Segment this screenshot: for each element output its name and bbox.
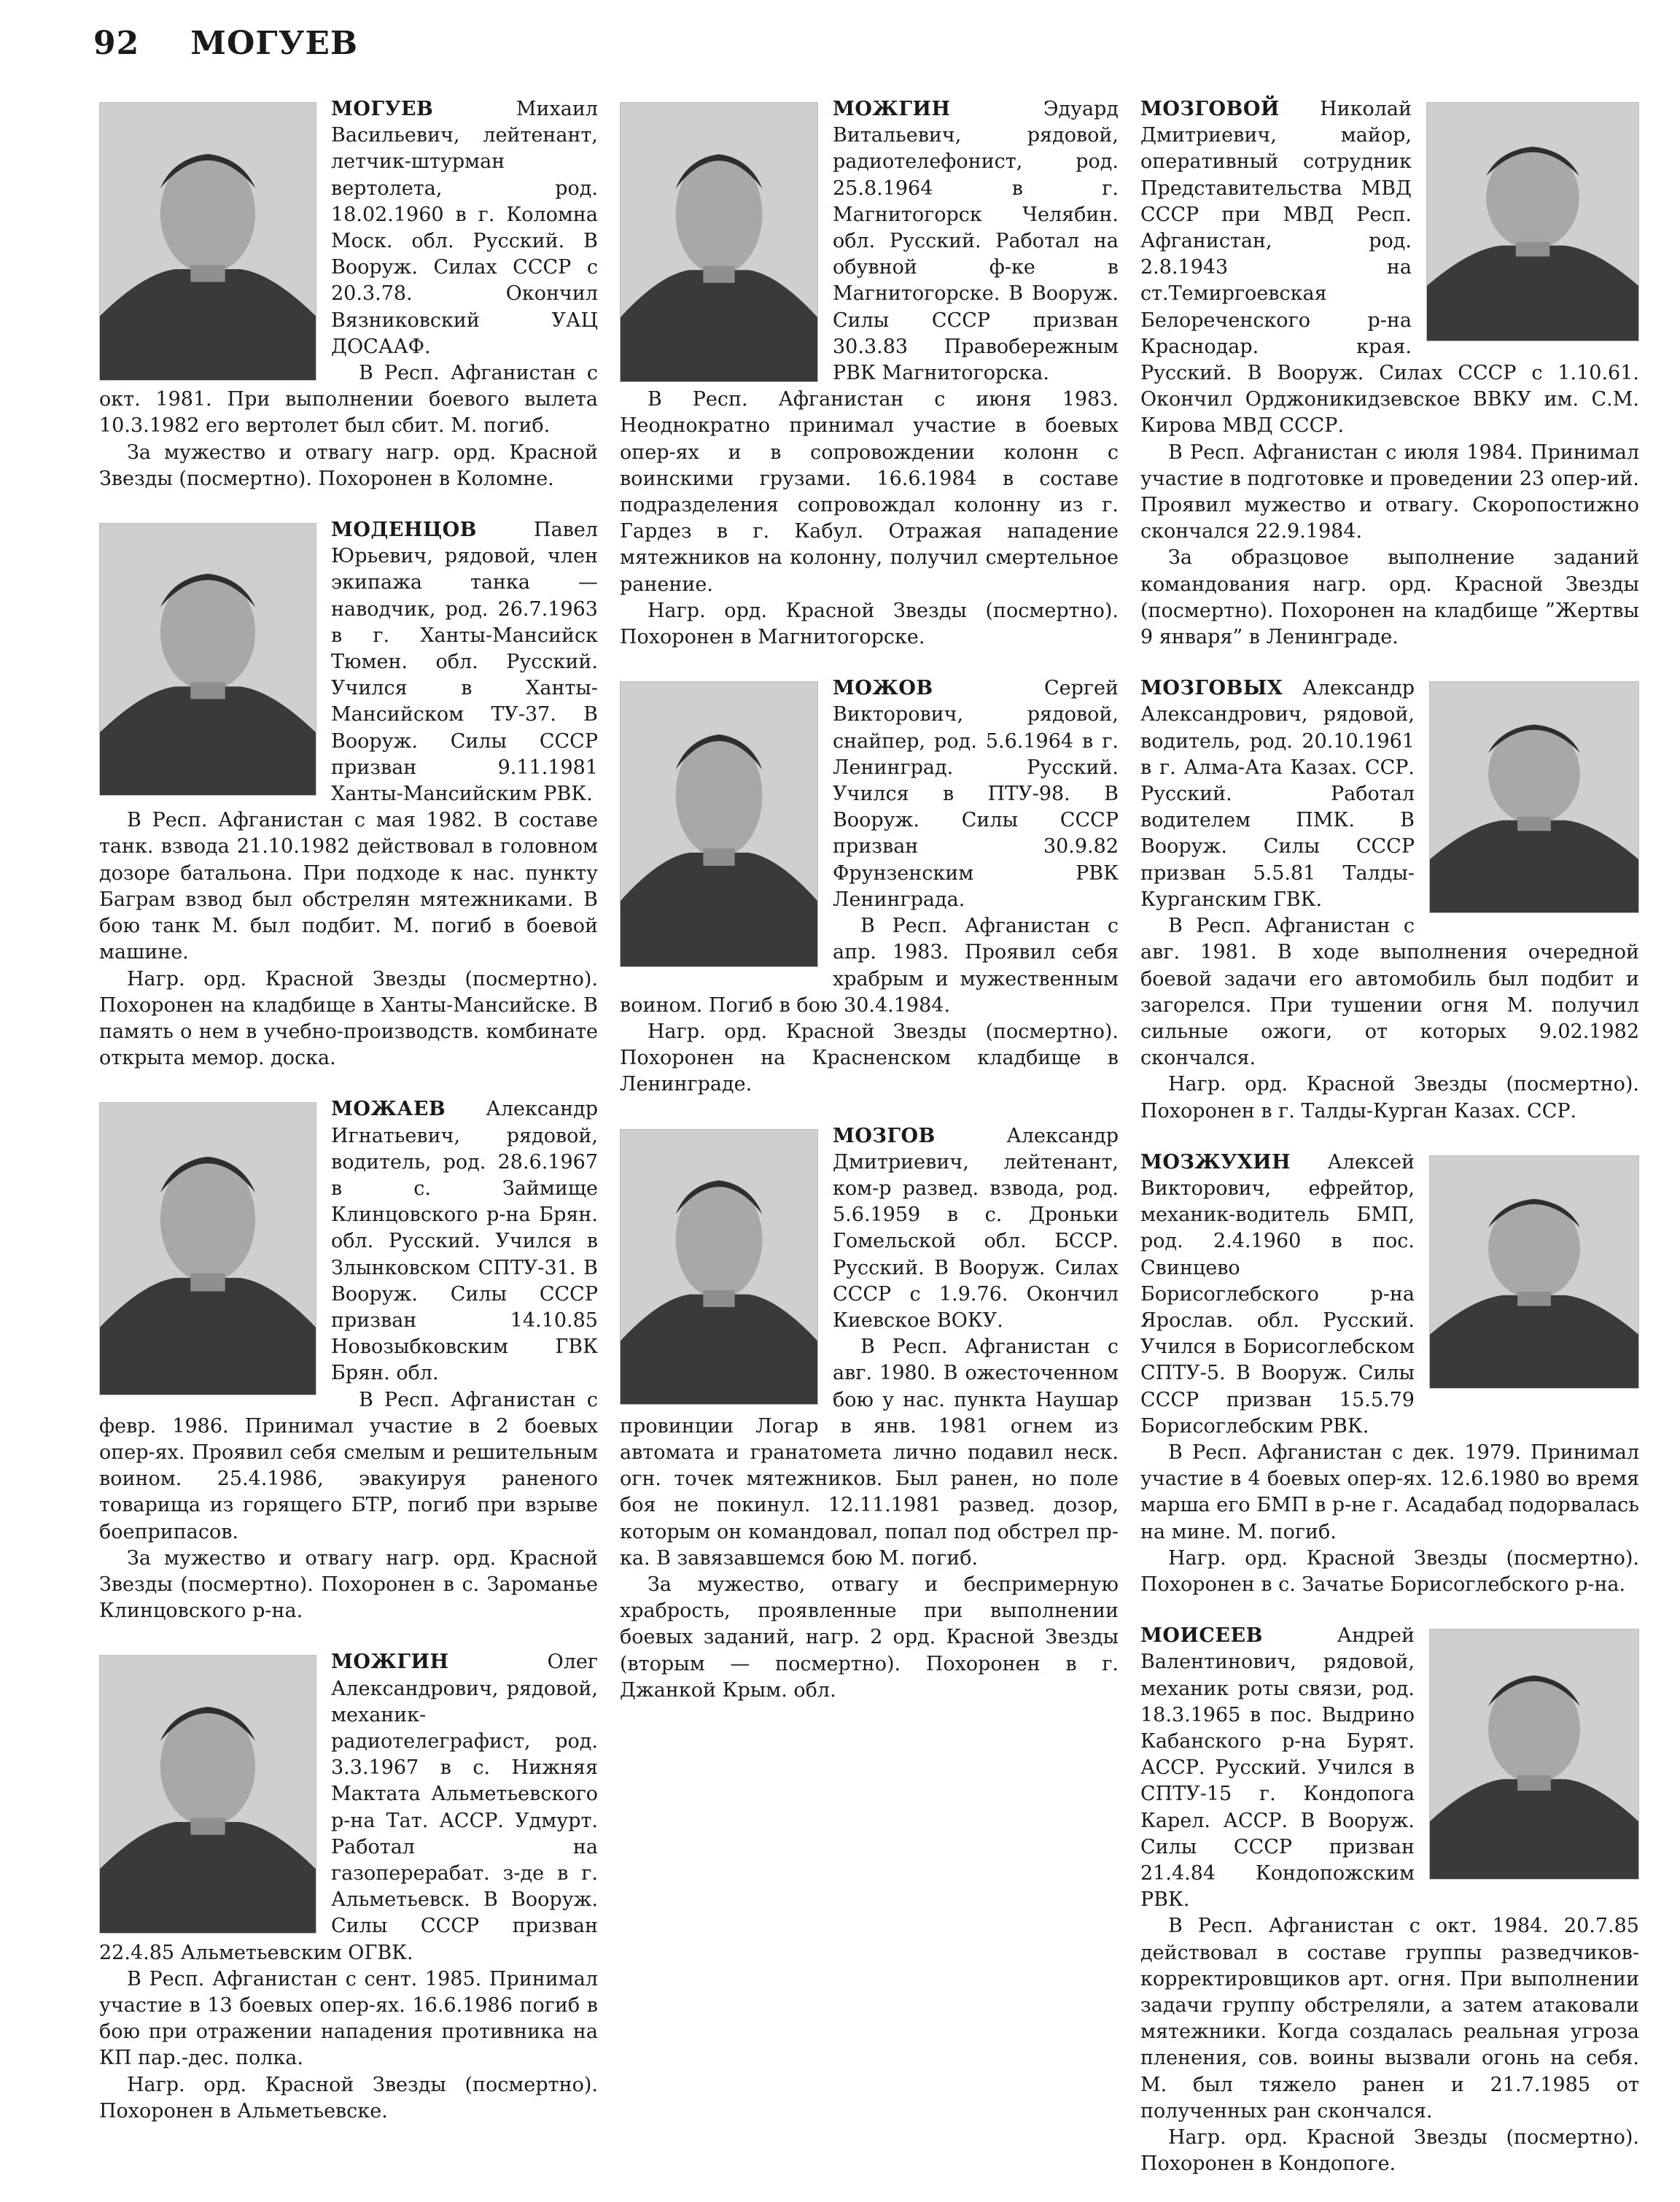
entry-text: Нагр. орд. Красной Звезды (посмертно). Похоронен в с. Зачатье Борисоглебского р-на. [1140,1546,1639,1596]
entry-text: Нагр. орд. Красной Звезды (посмертно). Похоронен в Магнитогорске. [620,599,1119,649]
entry [1140,1150,1639,1598]
portrait-photo [99,523,316,796]
entry-paragraph [1140,2125,1639,2177]
entry-surname: МОЗЖУХИН [1140,1150,1291,1174]
portrait-photo [620,1129,818,1405]
entry-text: За мужество и отвагу нагр. орд. Красной Звезды (посмертно). Похоронен в с. Зароманье Клинцовского р-на. [99,1546,598,1623]
entry-text: В Респ. Афганистан с окт. 1984. 20.7.85 действовал в составе группы разведчиков-корректировщиков арт. огня. При выполнении задачи группу обстреляли, а затем атаковали мятежники. Когда создалась реальная угроза пленения, сов. воины вызвали огонь на себя. М. был тяжело ранен и 21.7.1985 от полученных ран скончался. [1140,1915,1639,2122]
entry-text: Нагр. орд. Красной Звезды (посмертно). Похоронен в г. Талды-Курган Казах. ССР. [1140,1073,1639,1123]
entry-text: Алексей Викторович, ефрейтор, механик-водитель БМП, род. 2.4.1960 в пос. Свинцево Борисоглебского р-на Ярослав. обл. Русский. Учился в Борисоглебском СПТУ-5. В Вооруж. Силы СССР призван 15.5.79 Борисоглебским РВК. [1140,1150,1415,1438]
entry-paragraph [99,2072,598,2125]
entry-text: За мужество, отвагу и беспримерную храбрость, проявленные при выполнении боевых заданий, нагр. 2 орд. Красной Звезды (вторым — посмертно). Похоронен в г. Джанкой Крым. обл. [620,1573,1119,1702]
entry [620,1123,1119,1704]
entry-text: Нагр. орд. Красной Звезды (посмертно). Похоронен в Кондопоге. [1140,2126,1639,2176]
entry-paragraph [1140,913,1639,1071]
page-number: 92 [93,25,140,62]
portrait-photo [1429,1155,1639,1389]
entry-text: Павел Юрьевич, рядовой, член экипажа танка — наводчик, род. 26.7.1963 в г. Ханты-Мансийск Тюмен. обл. Русский. Учился в Ханты-Мансийском ТУ-37. В Вооруж. Силы СССР призван 9.11.1981 Ханты-Мансийским РВК. [331,519,598,806]
entry-surname: МОГУЕВ [331,98,434,120]
entry [99,517,598,1071]
running-title: МОГУЕВ [190,25,359,62]
entry-text: В Респ. Афганистан с дек. 1979. Принимал участие в 4 боевых опер-ях. 12.6.1980 во время марша его БМП в р-не г. Асадабад подорвалась на мине. М. погиб. [1140,1441,1639,1543]
entry [620,675,1119,1098]
entry-paragraph [1140,545,1639,651]
entry-paragraph [620,387,1119,598]
column-3 [1140,96,1639,2202]
portrait-photo [99,1655,316,1934]
column-1 [99,96,598,2149]
entry-text: Александр Дмитриевич, лейтенант, ком-р развед. взвода, род. 5.6.1959 в с. Дроньки Гомельской обл. БССР. Русский. В Вооруж. Силах СССР с 1.9.76. Окончил Киевское ВОКУ. [833,1124,1119,1332]
entry-paragraph [620,1572,1119,1704]
entry-paragraph [99,807,598,966]
portrait-photo [99,1102,316,1395]
entry [620,96,1119,651]
entry-surname: МОЗГОВОЙ [1140,98,1280,120]
portrait-photo [1426,102,1639,341]
entry [99,1649,598,2125]
entry-surname: МОДЕНЦОВ [331,519,477,542]
entry-text: За мужество и отвагу нагр. орд. Красной Звезды (посмертно). Похоронен в Коломне. [99,441,598,490]
entry-paragraph [99,1387,598,1546]
entry-text: В Респ. Афганистан с сент. 1985. Принимал участие в 13 боевых опер-ях. 16.6.1986 погиб в бою при отражении нападения противника на КП пар.-дес. полка. [99,1967,598,2070]
portrait-photo [1429,1629,1639,1880]
entry-text: Александр Игнатьевич, рядовой, водитель, род. 28.6.1967 в с. Займище Клинцовского р-на Брян. обл. Русский. Учился в Злынковском СПТУ-31. В Вооруж. Силы СССР призван 14.10.85 Новозыбковским ГВК Брян. обл. [331,1098,598,1385]
entry-paragraph [620,1019,1119,1098]
entry-paragraph [1140,440,1639,546]
entry-text: В Респ. Афганистан с авг. 1981. В ходе выполнения очередной боевой задачи его автомобиль был подбит и загорелся. При тушении огня М. получил сильные ожоги, от которых 9.02.1982 скончался. [1140,915,1639,1070]
entry-text: В Респ. Афганистан с апр. 1983. Проявил себя храбрым и мужественным воином. Погиб в бою 30.4.1984. [620,915,1119,1017]
entry-text: За образцовое выполнение заданий командования нагр. орд. Красной Звезды (посмертно). Похоронен на кладбище ”Жертвы 9 января” в Ленинграде. [1140,546,1639,649]
entry-text: Сергей Викторович, рядовой, снайпер, род. 5.6.1964 в г. Ленинград. Русский. Учился в ПТУ-98. В Вооруж. Силы СССР призван 30.9.82 Фрунзенским РВК Ленинграда. [833,677,1119,911]
portrait-photo [620,102,818,382]
entry-surname: МОЗГОВ [833,1124,936,1147]
entry [99,1096,598,1624]
entry-surname: МОИСЕЕВ [1140,1624,1263,1648]
entry-text: В Респ. Афганистан с мая 1982. В составе танк. взвода 21.10.1982 действовал в головном дозоре батальона. При подходе к нас. пункту Баграм взвод был обстрелян мятежниками. В бою танк М. был подбит. М. погиб в боевой машине. [99,809,598,964]
portrait-photo [1429,681,1639,913]
entry [1140,675,1639,1124]
portrait-photo [99,102,316,381]
entry-surname: МОЖОВ [833,677,933,700]
entry-paragraph [620,598,1119,651]
entry-text: Олег Александрович, рядовой, механик-радиотелеграфист, род. 3.3.1967 в с. Нижняя Мактата Альметьевского р-на Тат. АССР. Удмурт. Работал на газоперерабат. з-де в г. Альметьевск. В Вооруж. Силы СССР призван 22.4.85 Альметьевским ОГВК. [99,1651,598,1964]
entry-surname: МОЗГОВЫХ [1140,677,1283,700]
entry-text: В Респ. Афганистан с июня 1983. Неоднократно принимал участие в боевых опер-ях и в сопровождении колонн с воинскими грузами. 16.6.1984 в составе подразделения сопровождал колонну из г. Гардез в г. Кабул. Отражая нападение мятежников на колонну, получил смертельное ранение. [620,388,1119,596]
entry-text: В Респ. Афганистан с февр. 1986. Принимал участие в 2 боевых опер-ях. Проявил себя смелым и решительным воином. 25.4.1986, эвакуируя раненого товарища из горящего БТР, погиб при взрыве боеприпасов. [99,1388,598,1543]
entry-paragraph [99,1546,598,1625]
entry-text: Нагр. орд. Красной Звезды (посмертно). Похоронен на Красненском кладбище в Ленинграде. [620,1020,1119,1096]
entry-text: Андрей Валентинович, рядовой, механик роты связи, род. 18.3.1965 в пос. Выдрино Кабанского р-на Бурят. АССР. Русский. Учился в СПТУ-15 г. Кондопога Карел. АССР. В Вооруж. Силы СССР призван 21.4.84 Кондопожским РВК. [1140,1624,1415,1912]
entry-surname: МОЖГИН [331,1651,449,1674]
entry-text: В Респ. Афганистан с авг. 1980. В ожесточенном бою у нас. пункта Наушар провинции Логар в янв. 1981 огнем из автомата и гранатомета лично подавил неск. огн. точек мятежников. Был ранен, но поле боя не покинул. 12.11.1981 развед. дозор, которым он командовал, попал под обстрел пр-ка. В завязавшемся бою М. погиб. [620,1335,1119,1570]
entry-surname: МОЖАЕВ [331,1098,446,1121]
running-head [93,25,358,62]
entry-text: Михаил Васильевич, лейтенант, летчик-штурман вертолета, род. 18.02.1960 в г. Коломна Моск. обл. Русский. В Вооруж. Силах СССР с 20.3.78. Окончил Вязниковский УАЦ ДОСААФ. [331,98,598,358]
entry-text: Николай Дмитриевич, майор, оперативный сотрудник Представительства МВД СССР при МВД Респ. Афганистан, род. 2.8.1943 на ст.Темиргоевская Белореченского р-на Краснодар. края. Русский. В Вооруж. Силах СССР с 1.10.61. Окончил Орджоникидзевское ВВКУ им. С.М. Кирова МВД СССР. [1140,98,1639,438]
entry-text: В Респ. Афганистан с июля 1984. Принимал участие в подготовке и проведении 23 опер-ий. Проявил мужество и отвагу. Скоропостижно скончался 22.9.1984. [1140,441,1639,543]
entry-text: Эдуард Витальевич, рядовой, радиотелефонист, род. 25.8.1964 в г. Магнитогорск Челябин. обл. Русский. Работал на обувной ф-ке в Магнитогорске. В Вооруж. Силы СССР призван 30.3.83 Правобережным РВК Магнитогорска. [833,98,1119,385]
entry-text: Нагр. орд. Красной Звезды (посмертно). Похоронен в Альметьевске. [99,2073,598,2122]
column-2 [620,96,1119,1729]
entry-surname: МОЖГИН [833,98,951,120]
entry-text: Александр Александрович, рядовой, водитель, род. 20.10.1961 в г. Алма-Ата Казах. ССР. Русский. Работал водителем ПМК. В Вооруж. Силы СССР призван 5.5.81 Талды-Курганским ГВК. [1140,677,1415,911]
entry-text: Нагр. орд. Красной Звезды (посмертно). Похоронен на кладбище в Ханты-Мансийске. В память о нем в учебно-производств. комбинате открыта мемор. доска. [99,967,598,1070]
entry-paragraph [99,440,598,492]
entry [99,96,598,492]
entry-paragraph [99,966,598,1072]
entry-paragraph [1140,1440,1639,1546]
entry-paragraph [99,1966,598,2072]
entry-paragraph [1140,1071,1639,1124]
entry [1140,1623,1639,2177]
entry-text: В Респ. Афганистан с окт. 1981. При выполнении боевого вылета 10.3.1982 его вертолет был сбит. М. погиб. [99,362,598,438]
entry-paragraph [1140,1913,1639,2125]
entry [1140,96,1639,651]
entry-paragraph [1140,1546,1639,1598]
portrait-photo [620,681,818,967]
